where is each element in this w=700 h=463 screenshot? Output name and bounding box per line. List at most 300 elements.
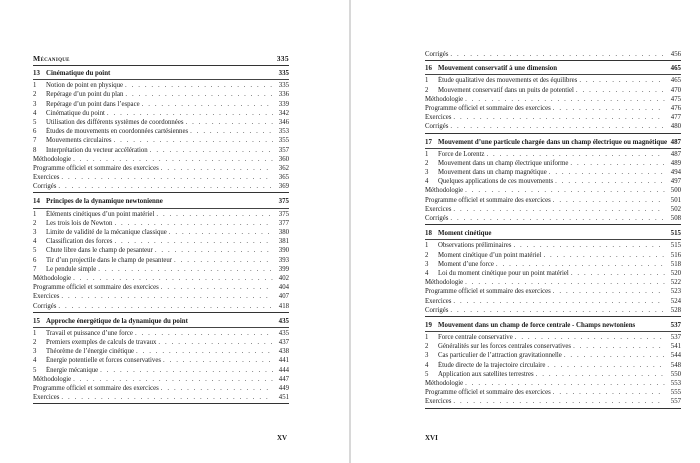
section-label: Classification des forces: [46, 238, 113, 246]
section-number: 3: [425, 352, 429, 360]
section-page: 357: [278, 146, 289, 154]
section-number: 4: [33, 238, 37, 246]
entry-page: 480: [670, 123, 681, 131]
chapter-page: 537: [670, 321, 681, 329]
chapter-number: 17: [425, 138, 432, 146]
toc-entry[interactable]: [33, 283, 289, 292]
toc-entry[interactable]: [425, 287, 681, 296]
chapter-heading[interactable]: [33, 69, 289, 78]
section-label: Mouvement dans un champ magnétique: [438, 169, 547, 177]
section-page: 437: [278, 339, 289, 347]
toc-section-entry[interactable]: [33, 219, 289, 228]
chapter-number: 19: [425, 321, 432, 329]
chapter-page: 435: [278, 317, 289, 325]
leader-dots: [553, 196, 665, 205]
section-page: 465: [670, 77, 681, 85]
entry-page: 365: [278, 174, 289, 182]
entry-page: 524: [670, 297, 681, 305]
toc-section-entry[interactable]: [33, 265, 289, 274]
entry-label: Programme officiel et sommaire des exercices: [33, 385, 159, 392]
right-toc: [425, 6, 681, 410]
part-title: Mécanique: [33, 54, 70, 63]
entry-page: 404: [278, 284, 289, 292]
section-number: 7: [33, 137, 37, 145]
leader-dots: [125, 90, 273, 99]
section-label: Études de mouvements en coordonnées cartésiennes: [46, 128, 189, 136]
entry-page: 407: [278, 293, 289, 301]
entry-label: Corrigés: [33, 183, 57, 191]
leader-dots: [114, 136, 274, 145]
divider: [33, 327, 289, 328]
leader-dots: [61, 173, 273, 182]
section-label: Les trois lois de Newton: [46, 219, 113, 227]
section-page: 380: [278, 229, 289, 236]
section-page: 336: [278, 91, 289, 99]
toc-section-entry[interactable]: [33, 100, 289, 109]
section-page: 550: [670, 370, 681, 378]
entry-page: 360: [278, 155, 289, 163]
section-page: 375: [278, 210, 289, 218]
section-page: 399: [278, 265, 289, 273]
section-page: 441: [278, 357, 289, 365]
toc-section-entry[interactable]: [425, 269, 681, 278]
section-page: 377: [278, 219, 289, 227]
chapter-number: 16: [425, 65, 432, 73]
toc-section-entry[interactable]: [425, 76, 681, 85]
section-number: 4: [425, 178, 429, 186]
chapter-title: Moment cinétique: [438, 230, 492, 238]
toc-entry[interactable]: [425, 388, 681, 397]
section-number: 3: [425, 169, 429, 177]
leader-dots: [571, 269, 665, 278]
entry-label: Exercices: [425, 205, 452, 213]
section-label: Travail et puissance d’une force: [46, 329, 133, 337]
section-label: Moment d’une force: [438, 260, 494, 268]
section-label: Force de Lorentz: [438, 150, 485, 158]
section-number: 4: [33, 357, 37, 365]
section-label: Mouvements circulaires: [46, 137, 112, 145]
entry-page: 447: [278, 375, 289, 383]
section-page: 435: [278, 329, 289, 337]
toc-section-entry[interactable]: [425, 370, 681, 379]
toc-section-entry[interactable]: [425, 251, 681, 260]
toc-entry[interactable]: [33, 155, 289, 164]
entry-label: Méthodologie: [33, 375, 72, 383]
section-label: Énergie potentielle et forces conservatives: [46, 357, 161, 365]
section-page: 541: [670, 343, 681, 351]
section-page: 393: [278, 256, 289, 264]
entry-page: 502: [670, 205, 681, 213]
toc-section-entry[interactable]: [425, 351, 681, 360]
leader-dots: [465, 379, 665, 388]
toc-entry[interactable]: [425, 278, 681, 287]
leader-dots: [450, 214, 665, 223]
leader-dots: [515, 333, 665, 342]
entry-page: 523: [670, 288, 681, 296]
chapter-number: 13: [33, 70, 40, 77]
chapter-block: [33, 69, 289, 193]
entry-label: Programme officiel et sommaire des exercices: [425, 288, 551, 296]
entry-page: 553: [670, 380, 681, 387]
entry-page: 451: [278, 394, 289, 402]
section-label: Repérage d’un point dans l’espace: [46, 100, 140, 108]
leader-dots: [543, 251, 665, 260]
toc-entry[interactable]: [33, 292, 289, 301]
leader-dots: [125, 81, 273, 90]
toc-entry[interactable]: [33, 375, 289, 384]
leader-dots: [549, 168, 665, 177]
section-number: 2: [425, 159, 429, 167]
section-number: 1: [425, 334, 429, 342]
section-number: 1: [33, 210, 37, 218]
chapter-heading[interactable]: [425, 64, 681, 73]
leader-dots: [450, 306, 665, 315]
toc-section-entry[interactable]: [33, 118, 289, 127]
section-page: 520: [670, 269, 681, 277]
toc-entry[interactable]: [33, 393, 289, 402]
leader-dots: [513, 241, 665, 250]
chapter-title: Mouvement dans un champ de force centrale - Champs newtoniens: [438, 321, 636, 329]
leader-dots: [58, 302, 273, 311]
section-number: 8: [33, 146, 37, 154]
entry-label: Programme officiel et sommaire des exercices: [425, 389, 551, 397]
section-page: 335: [278, 82, 289, 90]
section-page: 470: [670, 86, 681, 94]
section-page: 487: [670, 150, 681, 158]
section-number: 2: [33, 219, 37, 227]
toc-section-entry[interactable]: [425, 241, 681, 250]
toc-section-entry[interactable]: [425, 150, 681, 159]
section-page: 489: [670, 159, 681, 167]
section-number: 5: [33, 247, 37, 255]
leader-dots: [465, 278, 665, 287]
left-chapter-list: [33, 69, 289, 404]
toc-entry[interactable]: [425, 113, 681, 122]
section-label: Théorème de l’énergie cinétique: [46, 348, 135, 356]
chapter-heading[interactable]: [425, 138, 681, 147]
leader-dots: [61, 393, 273, 402]
toc-section-entry[interactable]: [33, 347, 289, 356]
leader-dots: [453, 205, 665, 214]
divider: [425, 224, 681, 225]
toc-section-entry[interactable]: [33, 246, 289, 255]
section-label: Éléments cinétiques d’un point matériel: [46, 210, 155, 218]
section-page: 544: [670, 352, 681, 360]
section-number: 2: [425, 251, 429, 259]
part-heading: [33, 54, 289, 64]
divider: [33, 312, 289, 313]
leader-dots: [114, 237, 273, 246]
entry-label: Exercices: [33, 174, 60, 182]
section-page: 339: [278, 100, 289, 108]
toc-section-entry[interactable]: [425, 260, 681, 269]
chapter-title: Cinématique du point: [46, 70, 111, 77]
section-label: Généralités sur les forces centrales conservatives: [438, 343, 572, 351]
section-label: Énergie mécanique: [46, 366, 99, 374]
entry-page: 369: [278, 183, 289, 191]
toc-section-entry[interactable]: [33, 210, 289, 219]
chapter-heading[interactable]: [425, 321, 681, 330]
divider: [33, 192, 289, 193]
entry-label: Programme officiel et sommaire des exercices: [425, 104, 551, 112]
entry-page: 449: [278, 385, 289, 392]
entry-label: Exercices: [425, 297, 452, 305]
leader-dots: [107, 109, 273, 118]
toc-section-entry[interactable]: [425, 361, 681, 370]
divider: [33, 403, 289, 404]
leader-dots: [564, 351, 665, 360]
toc-entry[interactable]: [425, 50, 681, 59]
toc-section-entry[interactable]: [33, 146, 289, 155]
chapter-heading[interactable]: [33, 317, 289, 326]
leader-dots: [114, 219, 273, 228]
section-number: 1: [33, 82, 37, 90]
toc-section-entry[interactable]: [33, 329, 289, 338]
toc-section-entry[interactable]: [33, 127, 289, 136]
toc-section-entry[interactable]: [425, 86, 681, 95]
chapter-page: 375: [278, 198, 289, 206]
section-label: Loi du moment cinétique pour un point matériel: [438, 269, 569, 277]
leader-dots: [553, 287, 665, 296]
entry-page: 456: [670, 51, 681, 58]
divider: [425, 74, 681, 75]
leader-dots: [553, 104, 665, 113]
leader-dots: [570, 159, 665, 168]
section-label: Limite de validité de la mécanique classique: [46, 229, 167, 236]
section-number: 3: [33, 100, 37, 108]
section-number: 1: [425, 150, 429, 158]
section-label: Repérage d’un point du plan: [46, 91, 124, 99]
leader-dots: [169, 228, 273, 237]
section-page: 548: [670, 361, 681, 369]
entry-label: Corrigés: [425, 51, 449, 58]
entry-page: 477: [670, 114, 681, 122]
toc-entry[interactable]: [33, 164, 289, 173]
section-number: 2: [425, 343, 429, 351]
entry-label: Exercices: [33, 293, 60, 301]
toc-entry[interactable]: [425, 397, 681, 406]
section-page: 353: [278, 128, 289, 136]
entry-label: Corrigés: [425, 123, 449, 131]
leader-dots: [73, 375, 273, 384]
entry-page: 522: [670, 279, 681, 287]
section-number: 6: [33, 256, 37, 264]
entry-page: 362: [278, 164, 289, 172]
divider: [33, 65, 289, 66]
leader-dots: [98, 265, 273, 274]
toc-section-entry[interactable]: [33, 366, 289, 375]
toc-entry[interactable]: [425, 104, 681, 113]
chapter-block: [425, 64, 681, 133]
section-page: 516: [670, 251, 681, 259]
entry-page: 475: [670, 95, 681, 103]
toc-section-entry[interactable]: [33, 338, 289, 347]
section-number: 2: [33, 339, 37, 347]
leader-dots: [573, 342, 665, 351]
entry-page: 418: [278, 302, 289, 310]
chapter-number: 18: [425, 230, 432, 238]
section-label: Application aux satellites terrestres: [438, 370, 534, 378]
right-page: [351, 0, 700, 463]
toc-entry[interactable]: [33, 302, 289, 311]
toc-section-entry[interactable]: [33, 81, 289, 90]
divider: [425, 133, 681, 134]
toc-entry[interactable]: [425, 196, 681, 205]
section-label: Mouvement conservatif dans un puits de potentiel: [438, 86, 574, 94]
section-number: 2: [425, 86, 429, 94]
section-label: Quelques applications de ces mouvements: [438, 178, 554, 186]
entry-label: Exercices: [425, 398, 452, 406]
toc-entry[interactable]: [33, 274, 289, 283]
chapter-heading[interactable]: [33, 197, 289, 206]
leader-dots: [158, 338, 273, 347]
toc-section-entry[interactable]: [425, 159, 681, 168]
chapter-page: 465: [670, 65, 681, 73]
entry-page: 500: [670, 187, 681, 195]
leader-dots: [73, 155, 273, 164]
section-label: Force centrale conservative: [438, 334, 513, 342]
section-number: 1: [33, 329, 37, 337]
left-page: [0, 0, 349, 463]
divider: [425, 239, 681, 240]
toc-section-entry[interactable]: [33, 228, 289, 237]
leader-dots: [450, 122, 665, 131]
leader-dots: [190, 127, 273, 136]
section-label: Chute libre dans le champ de pesanteur: [46, 247, 153, 255]
entry-label: Exercices: [33, 394, 60, 402]
section-page: 355: [278, 137, 289, 145]
chapter-heading[interactable]: [425, 229, 681, 238]
leader-dots: [156, 210, 273, 219]
chapter-number: 14: [33, 198, 40, 206]
entry-label: Exercices: [425, 114, 452, 122]
toc-section-entry[interactable]: [33, 109, 289, 118]
section-page: 390: [278, 247, 289, 255]
section-label: Étude directe de la trajectoire circulaire: [438, 361, 546, 369]
toc-section-entry[interactable]: [425, 177, 681, 186]
leader-dots: [73, 274, 273, 283]
leader-dots: [496, 260, 665, 269]
leader-dots: [450, 50, 665, 59]
section-label: Notion de point en physique: [46, 82, 124, 90]
leader-dots: [155, 246, 273, 255]
entry-label: Corrigés: [425, 215, 449, 222]
leader-dots: [161, 164, 273, 173]
toc-entry[interactable]: [425, 306, 681, 315]
toc-section-entry[interactable]: [425, 342, 681, 351]
toc-entry[interactable]: [425, 205, 681, 214]
entry-page: 508: [670, 215, 681, 222]
leader-dots: [163, 356, 273, 365]
section-page: 497: [670, 178, 681, 186]
section-label: Étude qualitative des mouvements et des équilibres: [438, 77, 578, 85]
toc-entry[interactable]: [33, 182, 289, 191]
section-label: Utilisation des différents systèmes de coordonnées: [46, 118, 184, 126]
toc-section-entry[interactable]: [33, 256, 289, 265]
chapter-block: [425, 321, 681, 409]
toc-entry[interactable]: [425, 214, 681, 223]
entry-page: 402: [278, 274, 289, 282]
toc-section-entry[interactable]: [425, 333, 681, 342]
right-chapter-list: [425, 64, 681, 408]
chapter-title: Mouvement conservatif à une dimension: [438, 65, 558, 73]
toc-entry[interactable]: [425, 122, 681, 131]
chapter-block: [33, 317, 289, 405]
leader-dots: [161, 384, 273, 393]
section-label: Interprétation du vecteur accélération: [46, 146, 148, 154]
chapter-page: 335: [278, 70, 289, 77]
chapter-block: [425, 138, 681, 226]
toc-section-entry[interactable]: [33, 356, 289, 365]
toc-entry[interactable]: [425, 95, 681, 104]
section-label: Tir d’un projectile dans le champ de pesanteur: [46, 256, 173, 264]
leader-dots: [185, 118, 273, 127]
toc-entry[interactable]: [33, 384, 289, 393]
section-number: 7: [33, 265, 37, 273]
leader-dots: [547, 361, 665, 370]
toc-section-entry[interactable]: [33, 136, 289, 145]
entry-label: Corrigés: [33, 302, 57, 310]
part-page: 335: [276, 54, 289, 63]
divider: [425, 148, 681, 149]
entry-label: Méthodologie: [425, 380, 464, 387]
chapter-title: Mouvement d’une particule chargée dans un champ électrique ou magnétique: [438, 138, 668, 146]
leader-dots: [135, 329, 273, 338]
section-number: 4: [33, 109, 37, 117]
entry-page: 557: [670, 398, 681, 406]
section-number: 6: [33, 128, 37, 136]
leader-dots: [136, 347, 273, 356]
section-page: 381: [278, 238, 289, 246]
leader-dots: [579, 76, 665, 85]
chapter-number: 15: [33, 317, 40, 325]
divider: [425, 331, 681, 332]
section-label: Le pendule simple: [46, 265, 97, 273]
entry-label: Programme officiel et sommaire des exercices: [33, 164, 159, 172]
toc-entry[interactable]: [425, 186, 681, 195]
toc-section-entry[interactable]: [33, 237, 289, 246]
divider: [425, 408, 681, 409]
leader-dots: [536, 370, 665, 379]
page-number-footer: XV: [277, 434, 288, 442]
leader-dots: [555, 177, 665, 186]
toc-entry[interactable]: [425, 379, 681, 388]
entry-label: Méthodologie: [33, 155, 72, 163]
leader-dots: [465, 186, 665, 195]
chapter-title: Principes de la dynamique newtonienne: [46, 198, 163, 206]
chapter-title: Approche énergétique de la dynamique du point: [46, 317, 188, 325]
section-number: 3: [33, 229, 37, 236]
toc-section-entry[interactable]: [425, 168, 681, 177]
entry-label: Corrigés: [425, 306, 449, 314]
leader-dots: [61, 292, 273, 301]
toc-entry[interactable]: [425, 297, 681, 306]
toc-section-entry[interactable]: [33, 90, 289, 99]
section-label: Mouvement dans un champ électrique uniforme: [438, 159, 569, 167]
section-page: 537: [670, 334, 681, 342]
section-page: 438: [278, 348, 289, 356]
divider: [425, 60, 681, 61]
entry-label: Méthodologie: [425, 95, 464, 103]
section-page: 444: [278, 366, 289, 374]
leader-dots: [100, 366, 273, 375]
section-number: 3: [33, 348, 37, 356]
leader-dots: [161, 283, 273, 292]
leader-dots: [142, 100, 273, 109]
left-toc: [33, 6, 289, 405]
leader-dots: [453, 297, 665, 306]
toc-entry[interactable]: [33, 173, 289, 182]
